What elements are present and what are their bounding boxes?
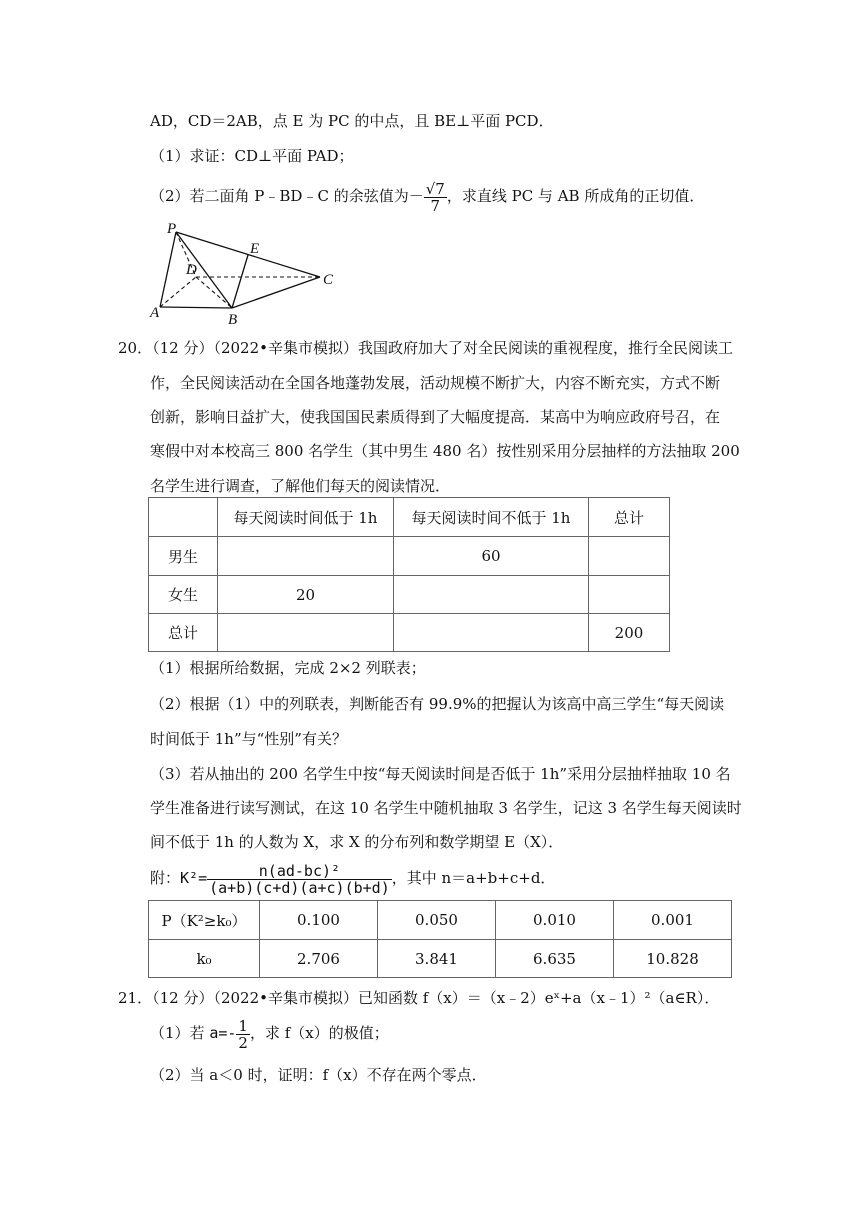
q21-line-1: 21．（12 分）（2022•辛集市模拟）已知函数 f（x）＝（x﹣2）eˣ+a（x﹣1）²（a∈R）． [118, 989, 720, 1007]
table-cell: 0.001 [614, 901, 732, 940]
table-cell: 0.100 [260, 901, 378, 940]
table-cell [394, 576, 589, 614]
chi-square-fraction [207, 863, 392, 896]
table-cell [394, 614, 589, 652]
q20-part3-line3: 间不低于 1h 的人数为 X，求 X 的分布列和数学期望 E（X）． [150, 833, 564, 851]
q20-part3-line1: （3）若从抽出的 200 名学生中按“每天阅读时间是否低于 1h”采用分层抽样抽取 10 名 [150, 765, 731, 783]
table-row [149, 576, 670, 614]
q21-a-denominator: 2 [238, 1033, 248, 1052]
q19-part1: （1）求证：CD⊥平面 PAD； [150, 147, 354, 165]
q20-line-3: 创新，影响日益扩大，使我国国民素质得到了大幅度提高．某高中为响应政府号召，在 [150, 408, 721, 426]
table-cell [218, 614, 394, 652]
q21-a-fraction [236, 1018, 250, 1051]
q20-part2-line2: 时间低于 1h”与“性别”有关？ [150, 730, 347, 748]
table-cell: 0.050 [378, 901, 496, 940]
formula-lhs: K²= [180, 869, 208, 887]
table-cell: 总计 [149, 614, 218, 652]
q20-line-2: 作，全民阅读活动在全国各地蓬勃发展，活动规模不断扩大，内容不断充实，方式不断 [150, 374, 721, 392]
q19-cos-denominator: 7 [430, 196, 441, 215]
table-cell: 10.828 [614, 940, 732, 978]
q19-part2-prefix: （2）若二面角 P﹣BD﹣C 的余弦值为 [150, 187, 409, 205]
table-header-cell: 总计 [589, 498, 670, 537]
table-row [149, 940, 732, 978]
table-header-cell [149, 498, 218, 537]
q20-line-4: 寒假中对本校高三 800 名学生（其中男生 480 名）按性别采用分层抽样的方法抽取 200 [150, 442, 740, 460]
label-E: E [250, 241, 260, 257]
q20-part2-line1: （2）根据（1）中的列联表，判断能否有 99.9%的把握认为该高中高三学生“每天阅读 [150, 695, 725, 713]
chi-square-formula-line [150, 860, 555, 896]
label-D: D [186, 262, 197, 278]
table-cell: 200 [589, 614, 670, 652]
table-header-cell: 每天阅读时间低于 1h [218, 498, 394, 537]
table-cell: 男生 [149, 537, 218, 576]
formula-suffix: ，其中 n＝a+b+c+d． [391, 869, 556, 887]
q20-part1: （1）根据所给数据，完成 2×2 列联表； [150, 659, 426, 677]
table-cell: k₀ [149, 940, 260, 978]
table-cell: 20 [218, 576, 394, 614]
table-cell: 3.841 [378, 940, 496, 978]
q21-part2: （2）当 a＜0 时，证明：f（x）不存在两个零点． [150, 1066, 487, 1084]
label-B: B [228, 312, 238, 328]
q19-continuation-line: AD，CD＝2AB，点 E 为 PC 的中点，且 BE⊥平面 PCD． [150, 112, 554, 130]
q20-line-1: 20．（12 分）（2022•辛集市模拟）我国政府加大了对全民阅读的重视程度，推行全民阅读工 [118, 339, 733, 357]
contingency-table [148, 497, 670, 652]
table-cell [589, 576, 670, 614]
table-row [149, 614, 670, 652]
q19-part2 [150, 178, 704, 214]
label-C: C [323, 272, 334, 288]
q21-part1-lhs: a=- [209, 1024, 237, 1042]
table-header-row [149, 498, 670, 537]
q21-part1-prefix: （1）若 [150, 1024, 210, 1042]
q20-part3-line2: 学生准备进行读写测试，在这 10 名学生中随机抽取 3 名学生，记这 3 名学生每天阅读时 [150, 799, 742, 817]
chi-square-numerator: n(ad-bc)² [207, 863, 392, 880]
chi-square-denominator: (a+b)(c+d)(a+c)(b+d) [209, 878, 390, 897]
q19-cos-fraction [424, 181, 447, 214]
table-row [149, 537, 670, 576]
q19-pyramid-figure [140, 215, 350, 330]
table-cell [589, 537, 670, 576]
table-cell: P（K²≥k₀） [149, 901, 260, 940]
q19-part2-suffix: ，求直线 PC 与 AB 所成角的正切值． [446, 187, 705, 205]
table-cell [218, 537, 394, 576]
label-P: P [167, 221, 177, 237]
q21-part1-suffix: ，求 f（x）的极值； [249, 1024, 389, 1042]
q19-cos-numerator: √7 [425, 179, 445, 198]
table-cell: 0.010 [496, 901, 614, 940]
q19-part2-neg: － [408, 187, 424, 205]
table-cell: 2.706 [260, 940, 378, 978]
table-row [149, 901, 732, 940]
q21-a-numerator: 1 [238, 1016, 248, 1035]
critical-value-table [148, 900, 732, 978]
table-cell: 女生 [149, 576, 218, 614]
q20-line-5: 名学生进行调查，了解他们每天的阅读情况． [150, 477, 451, 495]
q21-part1 [150, 1015, 389, 1051]
table-header-cell: 每天阅读时间不低于 1h [394, 498, 589, 537]
table-cell: 6.635 [496, 940, 614, 978]
formula-prefix: 附： [150, 869, 181, 887]
label-A: A [150, 305, 160, 321]
table-cell: 60 [394, 537, 589, 576]
